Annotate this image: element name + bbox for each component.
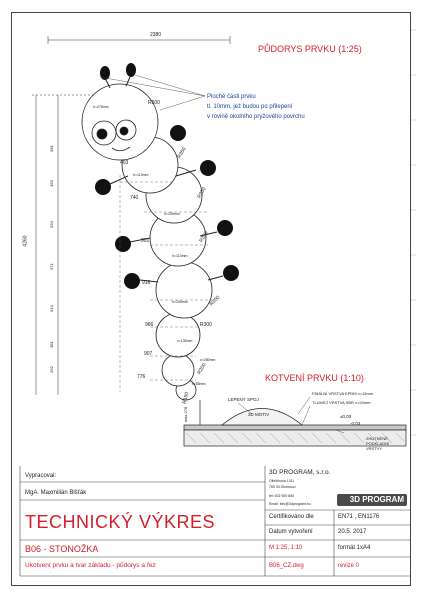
vdim-7: 262 <box>48 366 54 373</box>
radius-6: R300 <box>200 322 212 328</box>
company-name: 3D PROGRAM, s.r.o. <box>269 469 331 476</box>
radius-5: R350 <box>208 294 222 308</box>
height-6: v=135mm <box>177 339 193 343</box>
scale: M 1:25, 1:10 <box>269 545 303 551</box>
cert-value: EN71 , EN1176 <box>338 514 380 520</box>
address-3: tel: 602 500 840 <box>269 494 295 498</box>
revision: revize 0 <box>338 563 360 569</box>
width-7: 776 <box>137 374 146 380</box>
height-3: h=206mm <box>164 212 180 216</box>
item-name: B06 - STONOŽKA <box>25 544 99 554</box>
vdim-5: 510 <box>48 305 54 312</box>
radius-4: R350 <box>198 230 210 244</box>
motif-label: 3D MOTIV <box>248 412 270 417</box>
logo-text: 3D PROGRAM <box>349 495 404 504</box>
sbr-label: TLUMÍCÍ VRSTVA SBR v=20mm <box>312 400 371 405</box>
width-5: 966 <box>145 322 154 328</box>
drawn-by-label: Vypracoval: <box>25 473 57 479</box>
drawn-by-name: MgA. Maxmilián Blšťák <box>25 490 87 496</box>
radius-8: R150 <box>181 391 191 405</box>
epdm-label: FINÁLNÍ VRSTVA EPDM v=15mm <box>312 391 374 396</box>
width-4: 916 <box>142 280 151 286</box>
height-7: v=280mm <box>200 358 216 362</box>
note-line-1: Ploché části prvku <box>207 94 256 100</box>
width-1: 403 <box>120 160 129 166</box>
radius-2: R350 <box>176 146 188 160</box>
radius-1: R500 <box>148 100 160 106</box>
vdim-3: 534 <box>48 221 54 228</box>
company-logo <box>337 494 407 506</box>
address-4: Email: info@3dprogram.eu <box>269 502 311 506</box>
height-2: h=113mm <box>133 173 149 177</box>
width-2: 740 <box>130 195 139 201</box>
vdim-2: 450 <box>48 180 54 187</box>
vdim-4: 571 <box>48 263 54 270</box>
file-name: B06_CZ.dwg <box>269 563 304 569</box>
paper-format: formát 1xA4 <box>338 545 371 551</box>
height-4: h=113mm <box>172 254 188 258</box>
note-line-3: v rovině okolního pryžového povrchu <box>207 114 305 120</box>
vdim-1: 581 <box>48 145 54 152</box>
date-label: Datum vytvoření <box>269 529 313 535</box>
height-8: v=88mm <box>192 382 206 386</box>
dimension-total: 4260 <box>22 235 29 247</box>
vdim-6: 381 <box>48 341 54 348</box>
width-3: 901 <box>141 238 150 244</box>
anchor-title: KOTVENÍ PRVKU (1:10) <box>265 373 364 383</box>
glued-label: LEPENÝ SPOJ <box>228 397 259 402</box>
date-value: 20.5. 2017 <box>338 529 367 535</box>
width-6: 907 <box>144 351 153 357</box>
radius-3: R350 <box>196 186 208 200</box>
base-label: ZHUTNĚNÉ PODKLADNÍ VRSTVY <box>366 436 390 451</box>
address-2: 769 33 Olomoucí <box>269 485 296 489</box>
note-line-2: tl. 10mm, jež budou po přilepení <box>207 104 293 110</box>
height-5: h=206mm <box>172 300 188 304</box>
main-title: TECHNICKÝ VÝKRES <box>25 512 216 532</box>
cert-label: Certifikováno dle <box>269 514 314 520</box>
address-1: Olbřichova 1311 <box>269 479 295 483</box>
level-0: ±0,00 <box>340 414 352 419</box>
subtitle: Ukotvení prvku a tvar základu - půdorys a řez <box>25 562 156 569</box>
radius-7: R200 <box>196 362 208 376</box>
level-1: -0,03 <box>350 421 361 426</box>
max-height-label: max 278 <box>183 406 189 423</box>
plan-title: PŮDORYS PRVKU (1:25) <box>258 44 362 54</box>
height-1: h=278mm <box>93 105 109 109</box>
dimension-top: 2380 <box>150 32 162 38</box>
